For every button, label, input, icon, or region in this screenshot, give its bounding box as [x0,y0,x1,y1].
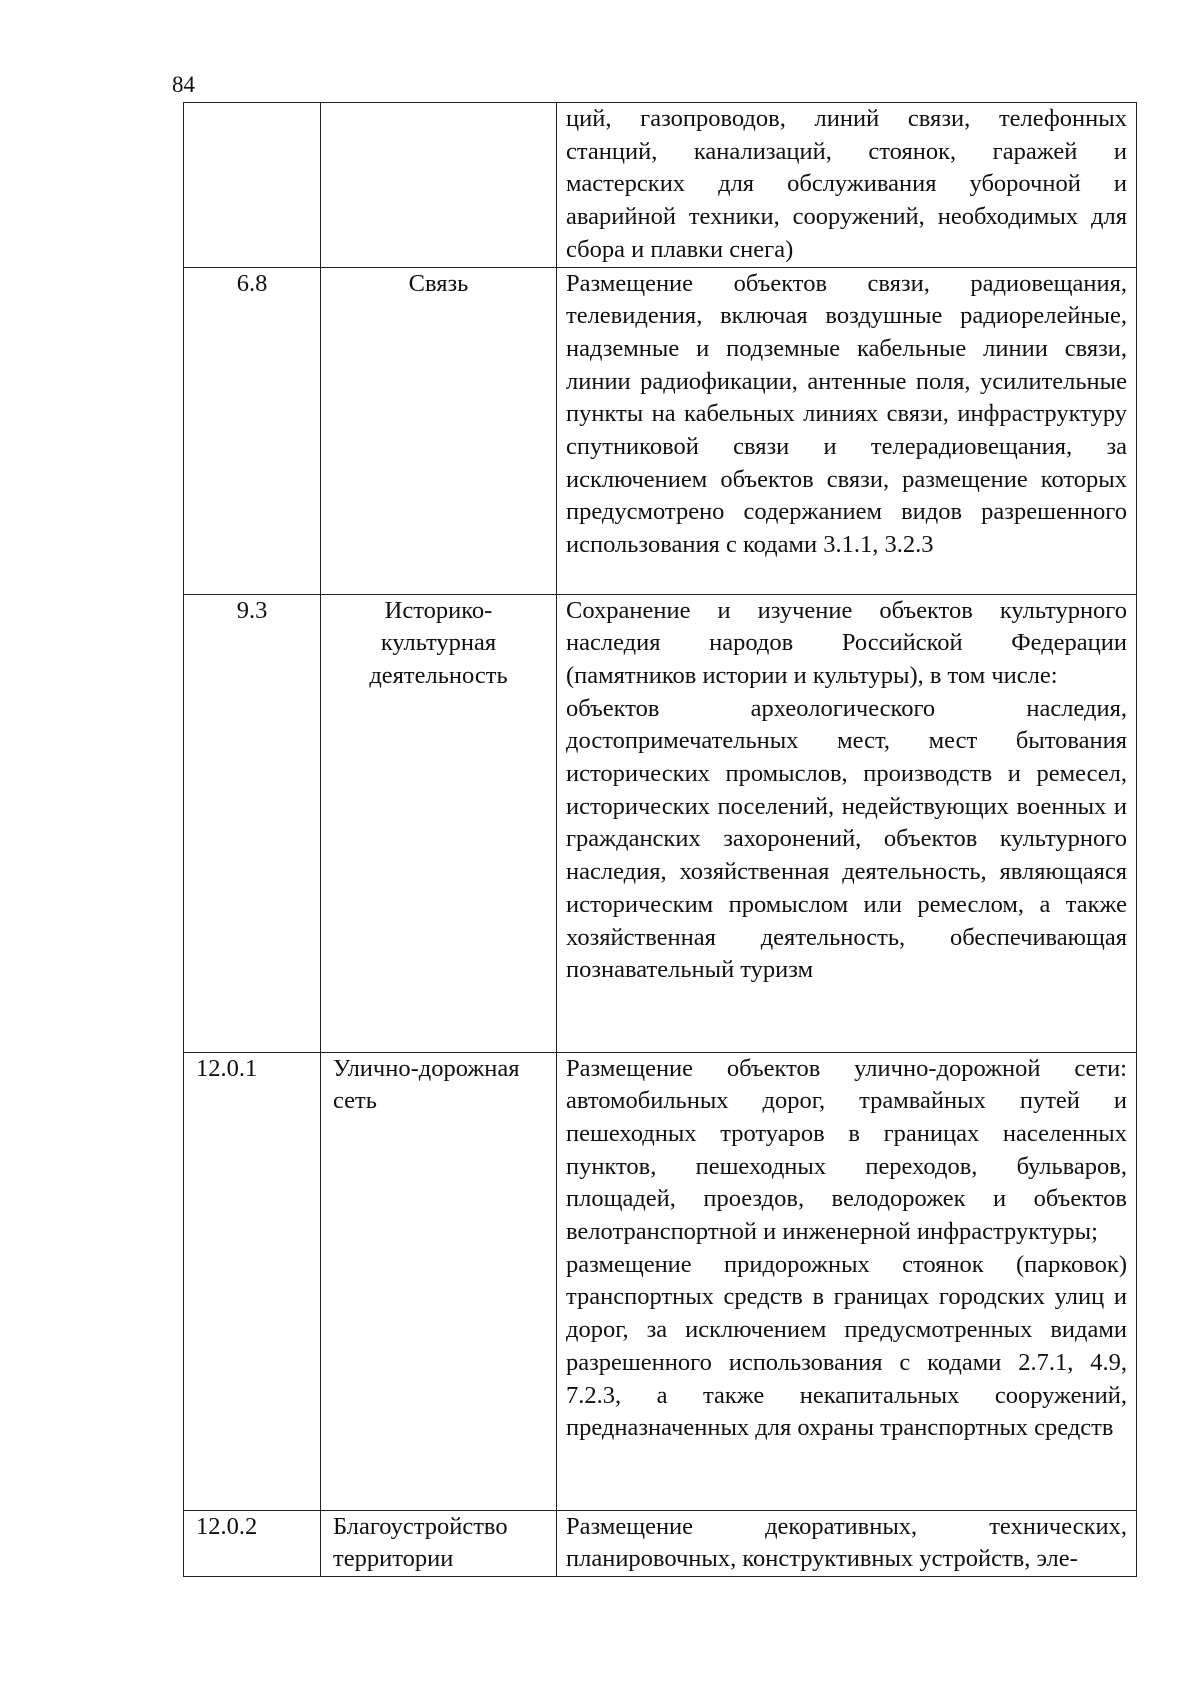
name-cell: Улично-дорожная сеть [321,1052,557,1510]
description-paragraph: Размещение объектов улично-дорожной сети: автомобильных дорог, трамвайных путей и пешеходных тротуаров в границах населенных пунктов, пешеходных переходов, бульваров, площадей, проездов, велодорожек и объектов велотранспортной и инженерной инфраструктуры; [566,1054,1127,1246]
description-paragraph: Сохранение и изучение объектов культурного наследия народов Российской Федерации (памятников истории и культуры), в том числе: [566,596,1127,689]
description-cell [557,267,1137,594]
page-number: 84 [172,72,195,97]
code-cell: 12.0.1 [184,1052,321,1510]
table-row [184,594,1137,1052]
land-use-table [183,102,1137,1577]
description-paragraph: объектов археологического наследия, достопримечательных мест, мест бытования исторических промыслов, производств и ремесел, исторических поселений, недействующих военных и гражданских захоронений, объектов культурного наследия, хозяйственная деятельность, являющаяся историческим промыслом или ремеслом, а также хозяйственная деятельность, обеспечивающая познавательный туризм [566,694,1127,984]
name-cell: Связь [321,267,557,594]
description-paragraph: ций, газопроводов, линий связи, телефонных станций, канализаций, стоянок, гаражей и мастерских для обслуживания уборочной и аварийной техники, сооружений, необходимых для сбора и плавки снега) [566,105,1127,263]
table-row [184,103,1137,268]
table-row [184,1510,1137,1576]
code-cell: 12.0.2 [184,1510,321,1576]
name-cell: Историко-культурная деятельность [321,594,557,1052]
description-cell [557,594,1137,1052]
table-row [184,1052,1137,1510]
description-paragraph: Размещение декоративных, технических, планировочных, конструктивных устройств, эле- [566,1512,1127,1573]
code-cell: 6.8 [184,267,321,594]
code-cell: 9.3 [184,594,321,1052]
description-cell [557,1510,1137,1576]
table-row [184,267,1137,594]
description-cell [557,1052,1137,1510]
name-cell: Благоустройство территории [321,1510,557,1576]
description-paragraph: Размещение объектов связи, радиовещания, телевидения, включая воздушные радиорелейные, надземные и подземные кабельные линии связи, линии радиофикации, антенные поля, усилительные пункты на кабельных линиях связи, инфраструктуру спутниковой связи и телерадиовещания, за исключением объектов связи, размещение которых предусмотрено содержанием видов разрешенного использования с кодами 3.1.1, 3.2.3 [566,269,1127,559]
code-cell [184,103,321,268]
description-cell [557,103,1137,268]
name-cell [321,103,557,268]
description-paragraph: размещение придорожных стоянок (парковок) транспортных средств в границах городских улиц и дорог, за исключением предусмотренных видами разрешенного использования с кодами 2.7.1, 4.9, 7.2.3, а также некапитальных сооружений, предназначенных для охраны транспортных средств [566,1250,1127,1442]
